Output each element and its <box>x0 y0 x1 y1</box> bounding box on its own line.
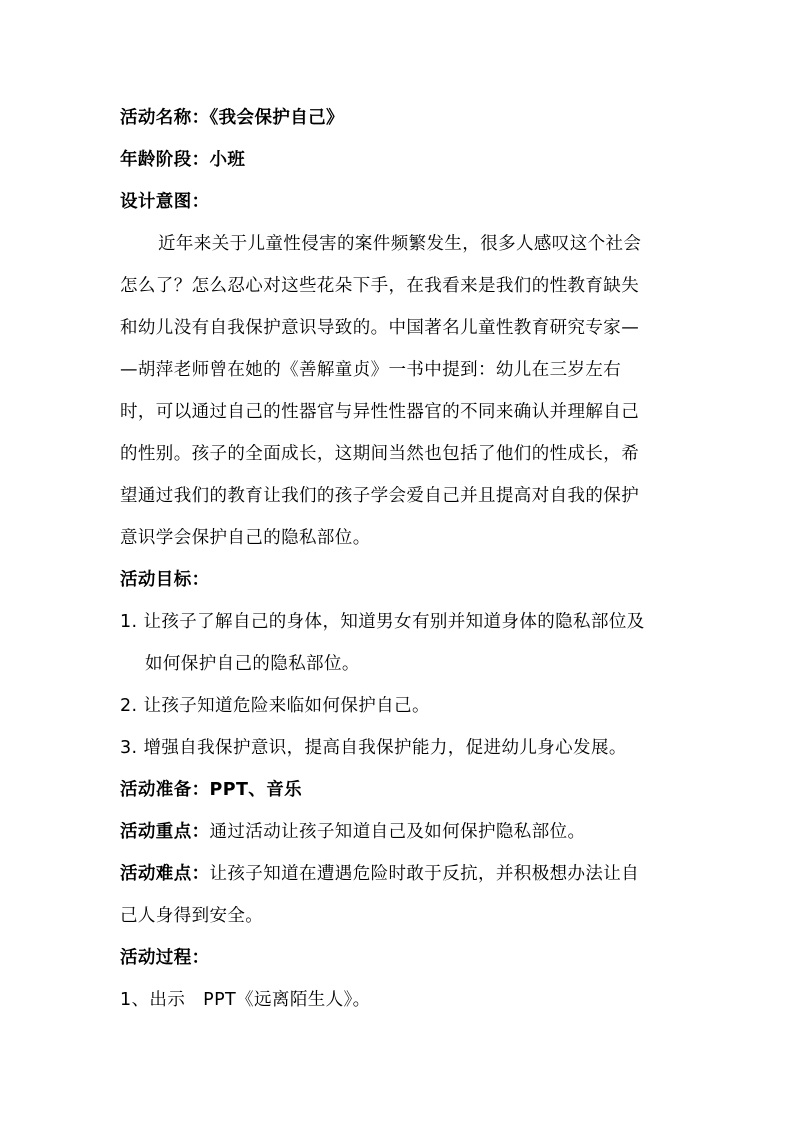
preparation-row <box>120 778 302 802</box>
design-paragraph-line: 近年来关于儿童性侵害的案件频繁发生，很多人感叹这个社会 <box>158 234 642 254</box>
difficulty-value: 让孩子知道在遭遇危险时敢于反抗，并积极想办法让自 <box>209 864 640 884</box>
key-point-row <box>120 820 585 844</box>
key-point-label: 活动重点： <box>120 822 210 842</box>
preparation-value: PPT、音乐 <box>209 780 302 800</box>
design-paragraph-line: 意识学会保护自己的隐私部位。 <box>120 528 371 548</box>
age-label: 年龄阶段： <box>120 150 210 170</box>
design-paragraph-line: 望通过我们的教育让我们的孩子学会爱自己并且提高对自我的保护 <box>120 486 640 506</box>
design-heading: 设计意图： <box>120 192 210 212</box>
goals-heading: 活动目标： <box>120 570 210 590</box>
process-step-1: 1、出示 PPT《远离陌生人》。 <box>120 990 371 1010</box>
goal-item-3: 3. 增强自我保护意识，提高自我保护能力，促进幼儿身心发展。 <box>120 738 627 758</box>
activity-name-label: 活动名称： <box>120 108 210 128</box>
design-paragraph-line: 的性别。孩子的全面成长，这期间当然也包括了他们的性成长，希 <box>120 444 640 464</box>
design-paragraph-line: 怎么了？怎么忍心对这些花朵下手，在我看来是我们的性教育缺失 <box>120 276 640 296</box>
activity-name-row <box>120 106 344 130</box>
age-value: 小班 <box>209 150 246 170</box>
preparation-label: 活动准备： <box>120 780 210 800</box>
goal-item-2: 2. 让孩子知道危险来临如何保护自己。 <box>120 696 430 716</box>
difficulty-row <box>120 862 639 886</box>
difficulty-continued: 己人身得到安全。 <box>120 906 264 926</box>
goal-item-1: 1. 让孩子了解自己的身体，知道男女有别并知道身体的隐私部位及 <box>120 612 645 632</box>
age-row <box>120 148 245 172</box>
key-point-value: 通过活动让孩子知道自己及如何保护隐私部位。 <box>209 822 586 842</box>
process-heading: 活动过程： <box>120 948 210 968</box>
design-paragraph-line: —胡萍老师曾在她的《善解童贞》一书中提到：幼儿在三岁左右 <box>120 360 622 380</box>
design-paragraph-line: 和幼儿没有自我保护意识导致的。中国著名儿童性教育研究专家— <box>120 318 640 338</box>
difficulty-label: 活动难点： <box>120 864 210 884</box>
activity-name-value: 《我会保护自己》 <box>209 108 344 128</box>
goal-item-1-continued: 如何保护自己的隐私部位。 <box>145 654 360 674</box>
design-paragraph-line: 时，可以通过自己的性器官与异性性器官的不同来确认并理解自己 <box>120 402 640 422</box>
